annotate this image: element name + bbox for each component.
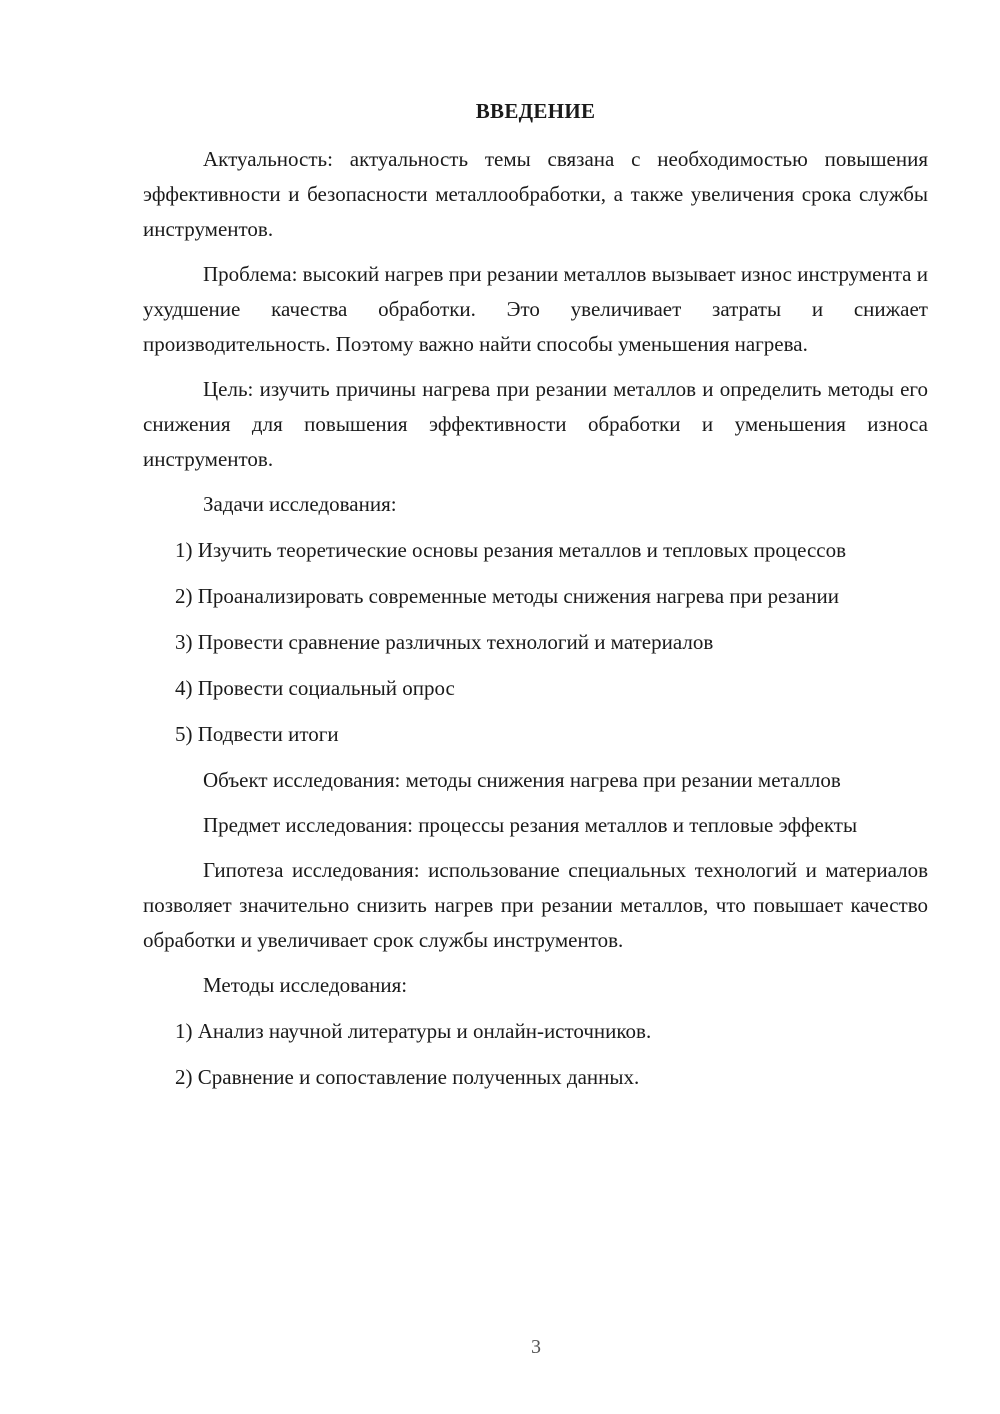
object-paragraph: Объект исследования: методы снижения нагрева при резании металлов: [203, 768, 841, 792]
tasks-heading: Задачи исследования:: [203, 492, 397, 516]
task-item: 5) Подвести итоги: [175, 722, 339, 746]
methods-heading: Методы исследования:: [203, 973, 408, 997]
document-page: [143, 96, 928, 1106]
task-item: 1) Изучить теоретические основы резания металлов и тепловых процессов: [175, 538, 847, 562]
goal-paragraph: Цель: изучить причины нагрева при резании металлов и определить методы его снижения для повышения эффективности обработки и уменьшения износа инструментов.: [143, 377, 928, 471]
problem-paragraph: Проблема: высокий нагрев при резании металлов вызывает износ инструмента и ухудшение качества обработки. Это увеличивает затраты и снижает производительность. Поэтому важно найти способы уменьшения нагрева.: [143, 262, 928, 356]
task-item: 4) Провести социальный опрос: [175, 676, 455, 700]
page-number: 3: [531, 1336, 541, 1358]
subject-paragraph: Предмет исследования: процессы резания металлов и тепловые эффекты: [203, 813, 858, 837]
hypothesis-paragraph: Гипотеза исследования: использование специальных технологий и материалов позволяет значительно снизить нагрев при резании металлов, что повышает качество обработки и увеличивает срок службы инструментов.: [143, 858, 928, 952]
method-item: 1) Анализ научной литературы и онлайн-источников.: [175, 1019, 652, 1043]
section-title: ВВЕДЕНИЕ: [475, 99, 596, 123]
method-item: 2) Сравнение и сопоставление полученных данных.: [175, 1065, 640, 1089]
task-item: 3) Провести сравнение различных технологий и материалов: [175, 630, 714, 654]
relevance-paragraph: Актуальность: актуальность темы связана с необходимостью повышения эффективности и безопасности металлообработки, а также увеличения срока службы инструментов.: [143, 147, 928, 241]
task-item: 2) Проанализировать современные методы снижения нагрева при резании: [175, 584, 839, 608]
